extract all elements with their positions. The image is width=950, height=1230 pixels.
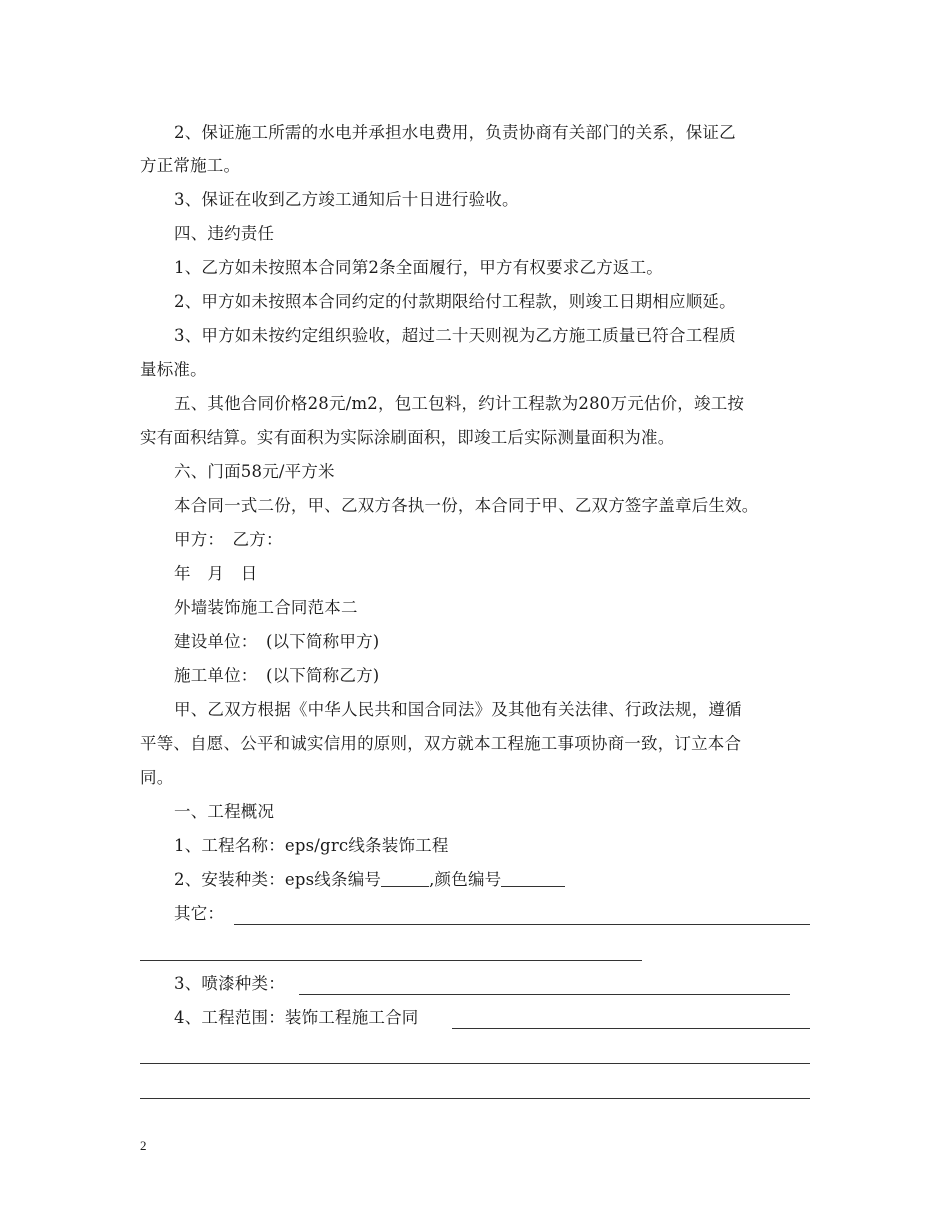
text-line: 方正常施工。 bbox=[140, 156, 241, 175]
install-type-middle: ,颜色编号 bbox=[429, 870, 502, 889]
install-type-line bbox=[174, 869, 565, 891]
text-line: 3、保证在收到乙方竣工通知后十日进行验收。 bbox=[174, 190, 519, 209]
blank-field bbox=[501, 886, 565, 887]
text-line: 1、乙方如未按照本合同第2条全面履行，甲方有权要求乙方返工。 bbox=[174, 258, 663, 277]
text-line: 实有面积结算。实有面积为实际涂刷面积，即竣工后实际测量面积为准。 bbox=[140, 428, 675, 447]
text-line: 2、甲方如未按照本合同约定的付款期限给付工程款，则竣工日期相应顺延。 bbox=[174, 292, 736, 311]
other-label: 其它： bbox=[174, 904, 225, 923]
paint-type-label: 3、喷漆种类： bbox=[174, 974, 285, 993]
text-line: 本合同一式二份，甲、乙双方各执一份，本合同于甲、乙双方签字盖章后生效。 bbox=[174, 496, 759, 515]
blank-field bbox=[140, 960, 642, 961]
text-line: 同。 bbox=[140, 768, 174, 787]
text-line: 五、其他合同价格28元/m2，包工包料，约计工程款为280万元估价，竣工按 bbox=[174, 394, 745, 413]
blank-field bbox=[140, 1063, 810, 1064]
blank-field bbox=[140, 1098, 810, 1099]
text-line: 平等、自愿、公平和诚实信用的原则，双方就本工程施工事项协商一致，订立本合 bbox=[140, 734, 742, 753]
text-line: 甲、乙双方根据《中华人民共和国合同法》及其他有关法律、行政法规，遵循 bbox=[174, 700, 742, 719]
date-line: 年 月 日 bbox=[174, 564, 258, 583]
text-line: 施工单位： (以下简称乙方) bbox=[174, 666, 380, 685]
text-line: 量标准。 bbox=[140, 360, 207, 379]
document-subtitle: 外墙装饰施工合同范本二 bbox=[174, 598, 358, 617]
text-line: 六、门面58元/平方米 bbox=[174, 462, 335, 481]
blank-field bbox=[381, 886, 429, 887]
blank-field bbox=[452, 1028, 810, 1029]
section-heading: 四、违约责任 bbox=[174, 224, 275, 243]
scope-label: 4、工程范围：装饰工程施工合同 bbox=[174, 1008, 419, 1027]
section-heading: 一、工程概况 bbox=[174, 802, 275, 821]
text-line: 1、工程名称：eps/grc线条装饰工程 bbox=[174, 836, 449, 855]
install-type-prefix: 2、安装种类：eps线条编号 bbox=[174, 870, 382, 889]
text-line: 建设单位： (以下简称甲方) bbox=[174, 632, 380, 651]
signature-line: 甲方： 乙方： bbox=[174, 530, 283, 549]
blank-field bbox=[234, 924, 810, 925]
text-line: 3、甲方如未按约定组织验收，超过二十天则视为乙方施工质量已符合工程质 bbox=[174, 326, 736, 345]
text-line: 2、保证施工所需的水电并承担水电费用，负责协商有关部门的关系，保证乙 bbox=[174, 123, 736, 142]
blank-field bbox=[299, 994, 790, 995]
page-number: 2 bbox=[140, 1138, 147, 1153]
